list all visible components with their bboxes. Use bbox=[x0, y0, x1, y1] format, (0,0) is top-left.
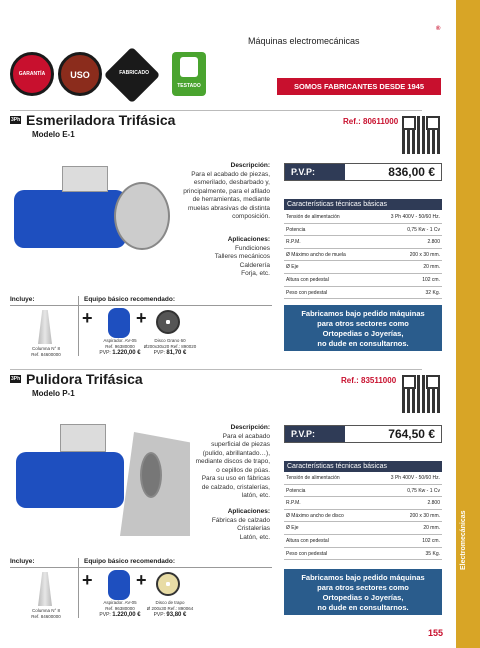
product-name: Pulidora Trifásica bbox=[26, 371, 143, 387]
application-item: Cristalerías bbox=[237, 525, 270, 532]
pvp-label: P.V.P: bbox=[285, 426, 345, 442]
grinding-wheel-shape bbox=[114, 182, 170, 250]
divider bbox=[10, 305, 272, 306]
price-box bbox=[284, 163, 442, 181]
description-line: Para el acabado bbox=[222, 432, 270, 440]
description-line: mediante discos de trapo, bbox=[195, 458, 270, 465]
includes-row bbox=[10, 296, 272, 366]
equipment-label: Equipo básico recomendado: bbox=[84, 296, 176, 303]
fabricado-badge-icon bbox=[104, 47, 161, 104]
control-box-shape bbox=[60, 424, 106, 452]
divider bbox=[78, 296, 79, 356]
price-value: 764,50 € bbox=[388, 427, 435, 441]
grinding-disc-icon bbox=[156, 310, 180, 334]
uso-badge-label: USO bbox=[70, 70, 90, 80]
section-divider bbox=[10, 369, 422, 370]
garantia-badge-icon bbox=[10, 52, 54, 96]
column-caption bbox=[24, 608, 68, 620]
spec-row bbox=[284, 249, 442, 262]
info-line: Ortopedias o Joyerías, bbox=[322, 329, 404, 338]
item-ref: Ref. 96380000 bbox=[105, 344, 135, 349]
motor-shape bbox=[16, 452, 124, 508]
spec-row bbox=[284, 211, 442, 224]
application-item: Fundiciones bbox=[234, 244, 270, 252]
spec-value: 2.800 bbox=[427, 239, 440, 246]
spec-key: Altura con pedestal bbox=[286, 537, 329, 544]
description-heading: Descripción: bbox=[230, 424, 270, 431]
custom-order-info-box bbox=[284, 305, 442, 351]
spec-key: Peso con pedestal bbox=[286, 289, 328, 296]
spec-row bbox=[284, 274, 442, 287]
testado-badge-label: TESTADO bbox=[177, 83, 201, 89]
item-price: 1.220,00 € bbox=[112, 350, 141, 356]
item-price-label: PVP: bbox=[153, 350, 165, 356]
vacuum-icon bbox=[108, 308, 130, 338]
pedestal-column-icon bbox=[38, 310, 52, 344]
item-ref: Ø200x30x20 Ref.: 890020 bbox=[143, 344, 197, 349]
info-line: para otros sectores como bbox=[317, 583, 409, 592]
description-block bbox=[176, 162, 270, 222]
spec-key: Altura con pedestal bbox=[286, 276, 329, 283]
spec-value: 35 Kg. bbox=[425, 550, 440, 557]
spec-key: Ø Máximo ancho de muela bbox=[286, 251, 346, 258]
spec-value: 200 x 30 mm. bbox=[409, 251, 440, 258]
spec-value: 2.800 bbox=[427, 500, 440, 507]
info-line: Fabricamos bajo pedido máquinas bbox=[301, 309, 425, 318]
product-title-block bbox=[10, 112, 180, 138]
info-line: Ortopedias o Joyerías, bbox=[322, 593, 404, 602]
applications-heading: Aplicaciones: bbox=[227, 508, 270, 515]
spec-value: 102 cm. bbox=[422, 537, 440, 544]
description-heading: Descripción: bbox=[230, 162, 270, 169]
description-line: Para el acabado de piezas, bbox=[191, 170, 270, 178]
spec-row bbox=[284, 224, 442, 237]
description-line: superficial de piezas bbox=[211, 441, 270, 448]
includes-label: Incluye: bbox=[10, 558, 35, 565]
item-price: 93,80 € bbox=[166, 612, 187, 618]
info-line: Fabricamos bajo pedido máquinas bbox=[301, 573, 425, 582]
column-name: Columna N° 8 bbox=[31, 608, 61, 613]
application-item: Fábricas de calzado bbox=[211, 516, 270, 524]
spec-row bbox=[284, 472, 442, 485]
item-name: Aspirador. AV-05 bbox=[103, 338, 137, 343]
item-caption bbox=[138, 600, 202, 618]
product-ref: Ref.: 80611000 bbox=[343, 117, 399, 126]
divider bbox=[78, 558, 79, 618]
registered-mark: ® bbox=[436, 26, 441, 32]
item-price: 81,70 € bbox=[166, 350, 187, 356]
includes-label: Incluye: bbox=[10, 296, 35, 303]
info-line: no dude en consultarnos. bbox=[317, 339, 409, 348]
spec-value: 20 mm. bbox=[423, 264, 440, 271]
thumbs-up-icon bbox=[180, 57, 198, 77]
plus-icon: + bbox=[82, 570, 93, 590]
description-line: esmerilado, desbarbado y, bbox=[193, 179, 270, 186]
description-line: Para su uso en fábricas bbox=[201, 475, 270, 482]
qr-code-icon[interactable] bbox=[402, 116, 440, 154]
spec-value: 0,75 Kw - 1 Cv bbox=[407, 487, 440, 494]
applications-block bbox=[176, 236, 270, 279]
spec-key: Tensión de alimentación bbox=[286, 475, 340, 481]
motor-shape bbox=[14, 190, 126, 248]
application-item: Forja, etc. bbox=[241, 270, 270, 277]
price-value: 836,00 € bbox=[388, 165, 435, 179]
spec-key: Tensión de alimentación bbox=[286, 214, 340, 220]
applications-heading: Aplicaciones: bbox=[227, 236, 270, 243]
product-model: Modelo E-1 bbox=[32, 130, 75, 139]
spec-row bbox=[284, 287, 442, 300]
plus-icon: + bbox=[82, 308, 93, 328]
spec-value: 0,75 Kw - 1 Cv bbox=[407, 226, 440, 233]
spec-key: Ø Eje bbox=[286, 525, 299, 532]
spec-row bbox=[284, 236, 442, 249]
cloth-disc-icon bbox=[156, 572, 180, 596]
spec-row bbox=[284, 522, 442, 535]
application-item: Calderería bbox=[239, 261, 270, 269]
plus-icon: + bbox=[136, 570, 147, 590]
polisher-image bbox=[16, 412, 196, 542]
phase-tag: 3Ph bbox=[11, 376, 21, 382]
product-model: Modelo P-1 bbox=[32, 389, 75, 398]
fabricado-badge-label: FABRICADO bbox=[119, 69, 149, 76]
spec-key: Potencia bbox=[286, 226, 306, 233]
applications-block bbox=[176, 508, 270, 542]
product-name: Esmeriladora Trifásica bbox=[26, 112, 176, 128]
description-line: (pulido, abrillantado…), bbox=[202, 449, 270, 457]
page-title: Máquinas electromecánicas bbox=[248, 36, 360, 46]
includes-row bbox=[10, 558, 272, 628]
column-name: Columna N° 8 bbox=[31, 346, 61, 351]
custom-order-info-box bbox=[284, 569, 442, 615]
description-line: composición. bbox=[232, 213, 270, 220]
spec-key: R.P.M. bbox=[286, 239, 301, 246]
spec-row bbox=[284, 548, 442, 561]
specs-heading: Características técnicas básicas bbox=[284, 199, 442, 210]
vacuum-icon bbox=[108, 570, 130, 600]
description-line: de herramientas, mediante bbox=[192, 196, 270, 203]
column-ref: Ref. 84600000 bbox=[31, 352, 61, 357]
control-box-shape bbox=[62, 166, 108, 192]
info-line: no dude en consultarnos. bbox=[317, 603, 409, 612]
description-line: de calzado, cristalerías, bbox=[201, 483, 270, 491]
spec-row bbox=[284, 485, 442, 498]
spec-value: 32 Kg. bbox=[425, 289, 440, 296]
grinder-image bbox=[14, 160, 174, 270]
item-name: Disco Grano 60 bbox=[154, 338, 186, 343]
item-price: 1.220,00 € bbox=[112, 612, 141, 618]
polishing-spindle-shape bbox=[140, 452, 162, 498]
item-ref: Ø 200x30 Ref.: 890064 bbox=[146, 606, 194, 611]
side-tab bbox=[456, 0, 480, 648]
column-caption bbox=[24, 346, 68, 358]
spec-key: Ø Máximo ancho de disco bbox=[286, 512, 344, 519]
item-caption bbox=[138, 338, 202, 356]
description-line: principalmente, para el afilado bbox=[183, 187, 270, 195]
info-line: para otros sectores como bbox=[317, 319, 409, 328]
equipment-label: Equipo básico recomendado: bbox=[84, 558, 176, 565]
uso-profesional-badge-icon bbox=[58, 52, 102, 96]
product-ref: Ref.: 83511000 bbox=[341, 376, 397, 385]
item-price-label: PVP: bbox=[153, 612, 165, 618]
specs-table bbox=[284, 472, 442, 560]
section-divider bbox=[10, 110, 422, 111]
phase-tag: 3Ph bbox=[11, 117, 21, 123]
specs-heading: Características técnicas básicas bbox=[284, 461, 442, 472]
item-price-label: PVP: bbox=[99, 612, 111, 618]
qr-code-icon[interactable] bbox=[402, 375, 440, 413]
specs-table bbox=[284, 211, 442, 299]
application-item: Latón, etc. bbox=[239, 533, 270, 541]
manufacturer-banner: SOMOS FABRICANTES DESDE 1945 bbox=[277, 78, 441, 95]
page-number: 155 bbox=[428, 628, 444, 638]
spec-row bbox=[284, 261, 442, 274]
spec-row bbox=[284, 535, 442, 548]
spec-value: 3 Ph 400V - 50/60 Hz. bbox=[390, 475, 440, 481]
spec-value: 20 mm. bbox=[423, 525, 440, 532]
description-line: o cepillos de púas. bbox=[216, 466, 270, 474]
spec-key: Potencia bbox=[286, 487, 306, 494]
quality-badges bbox=[10, 52, 210, 102]
product-title-block bbox=[10, 371, 180, 397]
spec-value: 3 Ph 400V - 50/60 Hz. bbox=[390, 214, 440, 220]
spec-row bbox=[284, 510, 442, 523]
item-price-label: PVP: bbox=[99, 350, 111, 356]
price-box bbox=[284, 425, 442, 443]
spec-value: 200 x 30 mm. bbox=[409, 512, 440, 519]
divider bbox=[10, 567, 272, 568]
side-tab-label: Electromecánicas bbox=[460, 510, 467, 570]
application-item: Talleres mecánicos bbox=[214, 253, 270, 260]
spec-row bbox=[284, 497, 442, 510]
spec-key: R.P.M. bbox=[286, 500, 301, 507]
spec-key: Peso con pedestal bbox=[286, 550, 328, 557]
description-block bbox=[176, 424, 270, 501]
garantia-badge-label: GARANTÍA bbox=[18, 71, 46, 77]
item-name: Disco de trapo bbox=[155, 600, 185, 605]
description-line: latón, etc. bbox=[241, 492, 270, 499]
plus-icon: + bbox=[136, 308, 147, 328]
testado-badge-icon bbox=[172, 52, 206, 96]
item-ref: Ref. 96380000 bbox=[105, 606, 135, 611]
pvp-label: P.V.P: bbox=[285, 164, 345, 180]
description-line: muelas abrasivas de distinta bbox=[187, 204, 270, 212]
spec-key: Ø Eje bbox=[286, 264, 299, 271]
column-ref: Ref. 84600000 bbox=[31, 614, 61, 619]
item-name: Aspirador. AV-05 bbox=[103, 600, 137, 605]
pedestal-column-icon bbox=[38, 572, 52, 606]
spec-value: 102 cm. bbox=[422, 276, 440, 283]
